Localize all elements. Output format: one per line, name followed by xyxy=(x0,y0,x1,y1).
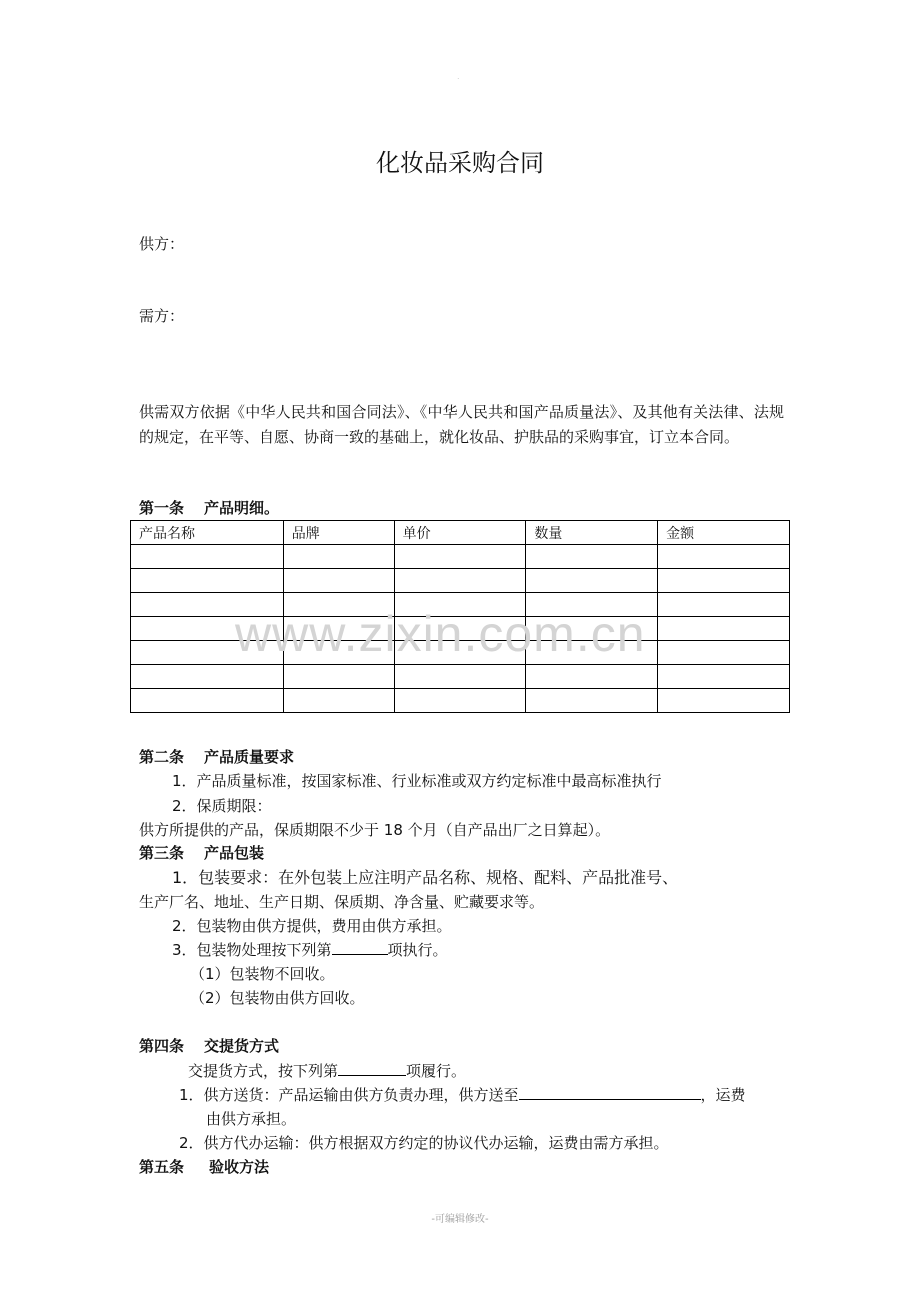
article-4-heading xyxy=(139,1035,279,1056)
table-cell[interactable] xyxy=(526,545,658,569)
article-title: 验收方法 xyxy=(209,1158,270,1176)
art4-item-1-text: 1．供方送货：产品运输由供方负责办理，供方送至 xyxy=(179,1086,519,1104)
table-cell[interactable] xyxy=(394,545,526,569)
article-title: 产品包装 xyxy=(204,844,265,862)
article-5-heading xyxy=(139,1156,269,1177)
article-number: 第三条 xyxy=(139,844,185,862)
column-header: 单价 xyxy=(394,521,526,545)
article-title: 产品质量要求 xyxy=(204,748,295,766)
table-cell[interactable] xyxy=(283,545,394,569)
art4-item-1-suffix: ，运费 xyxy=(700,1086,746,1104)
table-header-row xyxy=(131,521,790,545)
footer-note: -可编辑修改- xyxy=(431,1214,489,1225)
supplier-label: 供方： xyxy=(139,235,185,253)
table-cell[interactable] xyxy=(658,569,790,593)
blank-field xyxy=(519,1083,701,1100)
table-cell[interactable] xyxy=(658,689,790,713)
art3-item-3-suffix: 项执行。 xyxy=(387,941,448,959)
watermark: www.zixin.com.cn xyxy=(235,606,646,662)
column-header: 数量 xyxy=(526,521,658,545)
intro-paragraph: 供需双方依据《中华人民共和国合同法》、《中华人民共和国产品质量法》、及其他有关法律、法规的规定，在平等、自愿、协商一致的基础上，就化妆品、护肤品的采购事宜，订立本合同。 xyxy=(139,403,784,446)
art2-item-3: 供方所提供的产品，保质期限不少于 18 个月（自产品出厂之日算起）。 xyxy=(139,821,611,839)
table-cell[interactable] xyxy=(131,665,284,689)
table-cell[interactable] xyxy=(658,665,790,689)
table-cell[interactable] xyxy=(394,665,526,689)
article-number: 第二条 xyxy=(139,748,185,766)
table-cell[interactable] xyxy=(131,689,284,713)
art2-item-1: 1．产品质量标准，按国家标准、行业标准或双方约定标准中最高标准执行 xyxy=(172,772,662,790)
table-cell[interactable] xyxy=(394,689,526,713)
table-cell[interactable] xyxy=(283,665,394,689)
table-cell[interactable] xyxy=(526,689,658,713)
art4-item-2: 2．供方代办运输：供方根据双方约定的协议代办运输，运费由需方承担。 xyxy=(179,1134,669,1152)
art4-intro xyxy=(188,1059,466,1083)
table-cell[interactable] xyxy=(526,569,658,593)
article-title: 交提货方式 xyxy=(204,1037,280,1055)
table-cell[interactable] xyxy=(283,689,394,713)
table-cell[interactable] xyxy=(658,617,790,641)
column-header: 金额 xyxy=(658,521,790,545)
table-cell[interactable] xyxy=(283,569,394,593)
art3-item-3-text: 3．包装物处理按下列第 xyxy=(172,941,332,959)
art4-item-1-cont: 由供方承担。 xyxy=(206,1110,297,1128)
table-row xyxy=(131,689,790,713)
article-2-heading xyxy=(139,746,294,767)
table-row xyxy=(131,545,790,569)
table-cell[interactable] xyxy=(131,545,284,569)
blank-field xyxy=(338,1059,406,1076)
buyer-label: 需方： xyxy=(139,307,185,325)
art3-item-3 xyxy=(172,938,448,962)
art2-item-2: 2．保质期限： xyxy=(172,797,272,815)
art4-item-1 xyxy=(179,1083,746,1107)
art3-option-2: （2）包装物由供方回收。 xyxy=(190,989,365,1007)
document-title: 化妆品采购合同 xyxy=(376,149,544,177)
art4-intro-text: 交提货方式，按下列第 xyxy=(188,1062,339,1080)
table-row xyxy=(131,569,790,593)
table-cell[interactable] xyxy=(131,569,284,593)
article-3-heading xyxy=(139,842,264,863)
article-1-heading xyxy=(139,497,279,518)
table-cell[interactable] xyxy=(658,593,790,617)
article-title: 产品明细。 xyxy=(204,499,280,517)
art4-intro-suffix: 项履行。 xyxy=(406,1062,467,1080)
header-mark: . xyxy=(457,72,460,81)
art3-item-1a: 1．包装要求：在外包装上应注明产品名称、规格、配料、产品批准号、 xyxy=(172,868,679,887)
article-number: 第一条 xyxy=(139,499,185,517)
table-cell[interactable] xyxy=(526,665,658,689)
column-header: 品牌 xyxy=(283,521,394,545)
article-number: 第四条 xyxy=(139,1037,185,1055)
article-number: 第五条 xyxy=(139,1158,185,1176)
table-cell[interactable] xyxy=(658,545,790,569)
art3-item-2: 2．包装物由供方提供，费用由供方承担。 xyxy=(172,917,452,935)
table-row xyxy=(131,665,790,689)
table-cell[interactable] xyxy=(658,641,790,665)
column-header: 产品名称 xyxy=(131,521,284,545)
art3-option-1: （1）包装物不回收。 xyxy=(190,965,335,983)
blank-field xyxy=(332,938,388,955)
art3-item-1b: 生产厂名、地址、生产日期、保质期、净含量、贮藏要求等。 xyxy=(139,893,545,911)
table-cell[interactable] xyxy=(394,569,526,593)
